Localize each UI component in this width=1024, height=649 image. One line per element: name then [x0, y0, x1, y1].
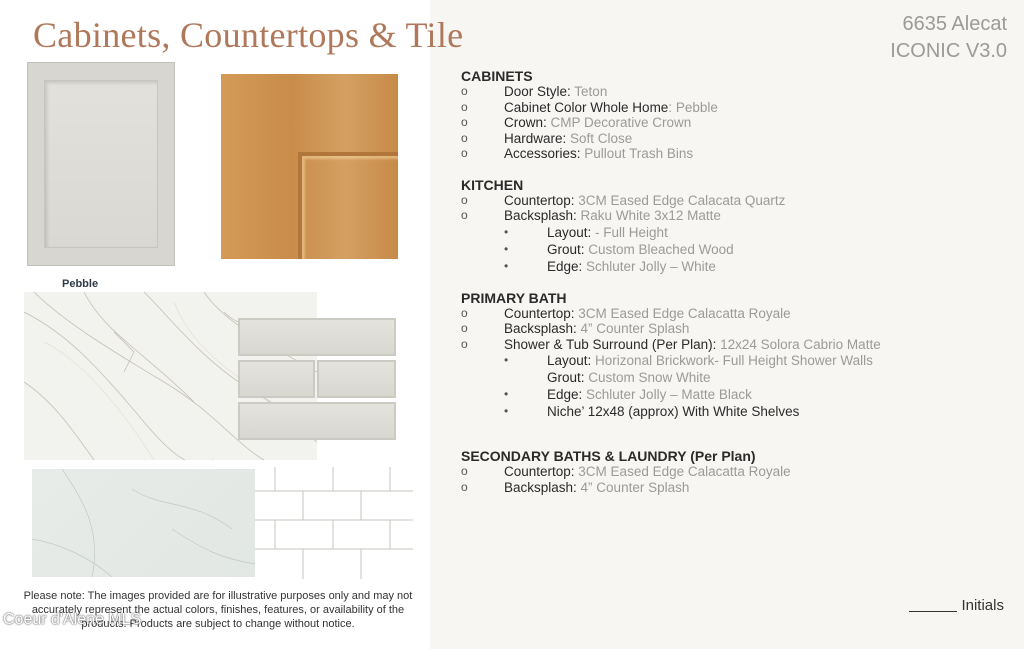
shower-tile-swatch	[238, 318, 398, 442]
list-item: o Shower & Tub Surround (Per Plan): 12x24 Solora Cabrio Matte	[461, 336, 881, 352]
initials-label: Initials	[961, 597, 1004, 614]
address-text: 6635 Alecat	[902, 13, 1007, 35]
sub-list-item: • Grout: Custom Bleached Wood	[504, 241, 734, 257]
list-item: o Cabinet Color Whole Home: Pebble	[461, 99, 718, 115]
list-item: o Countertop: 3CM Eased Edge Calacatta Royale	[461, 464, 791, 479]
sub-list-item: • Layout: Horizonal Brickwork- Full Height Shower Walls	[504, 353, 873, 368]
section-primary-bath	[461, 290, 881, 421]
list-item: o Backsplash: 4” Counter Splash	[461, 479, 690, 495]
subway-tile-swatch	[255, 467, 413, 579]
section-secondary-baths	[461, 448, 881, 495]
initials-line[interactable]	[909, 611, 957, 612]
sub-list-item: • Edge: Schluter Jolly – White	[504, 258, 716, 274]
sub-list-item: Grout: Custom Snow White	[547, 370, 711, 385]
cabinet-door-swatch	[27, 62, 175, 266]
door-color-label: Pebble	[62, 278, 99, 290]
list-item: o Backsplash: Raku White 3x12 Matte	[461, 208, 721, 223]
secondary-quartz-swatch	[32, 469, 256, 577]
section-heading: SECONDARY BATHS & LAUNDRY (Per Plan)	[461, 448, 756, 464]
sub-list-item: • Niche’ 12x48 (approx) With White Shelves	[504, 404, 800, 419]
section-cabinets	[461, 68, 881, 162]
initials-field[interactable]	[909, 597, 1004, 614]
mls-watermark: Coeur d'Alene MLS	[3, 611, 142, 628]
list-item: o Countertop: 3CM Eased Edge Calacatta Royale	[461, 305, 791, 321]
list-item: o Door Style: Teton	[461, 84, 608, 99]
list-item: o Crown: CMP Decorative Crown	[461, 115, 692, 130]
spec-list	[461, 68, 881, 510]
sub-list-item: • Layout: - Full Height	[504, 224, 668, 240]
list-item: o Countertop: 3CM Eased Edge Calacata Quartz	[461, 192, 786, 208]
plan-name: ICONIC V3.0	[890, 40, 1007, 62]
section-heading: PRIMARY BATH	[461, 289, 567, 306]
list-item: o Accessories: Pullout Trash Bins	[461, 146, 694, 161]
list-item: o Backsplash: 4” Counter Splash	[461, 321, 690, 336]
page-title: Cabinets, Countertops & Tile	[33, 15, 464, 55]
wood-cabinet-swatch	[221, 74, 398, 259]
list-item: o Hardware: Soft Close	[461, 130, 633, 146]
section-heading: CABINETS	[461, 68, 533, 84]
section-kitchen	[461, 177, 881, 275]
plan-info	[890, 11, 1007, 65]
sub-list-item: • Edge: Schluter Jolly – Matte Black	[504, 387, 752, 402]
disclaimer-note: Please note: The images provided are for illustrative purposes only and may not accurately represent the actual colors, finishes, features, or availability of the products. Products are subject to change without notice.	[23, 590, 413, 630]
section-heading: KITCHEN	[461, 176, 524, 193]
